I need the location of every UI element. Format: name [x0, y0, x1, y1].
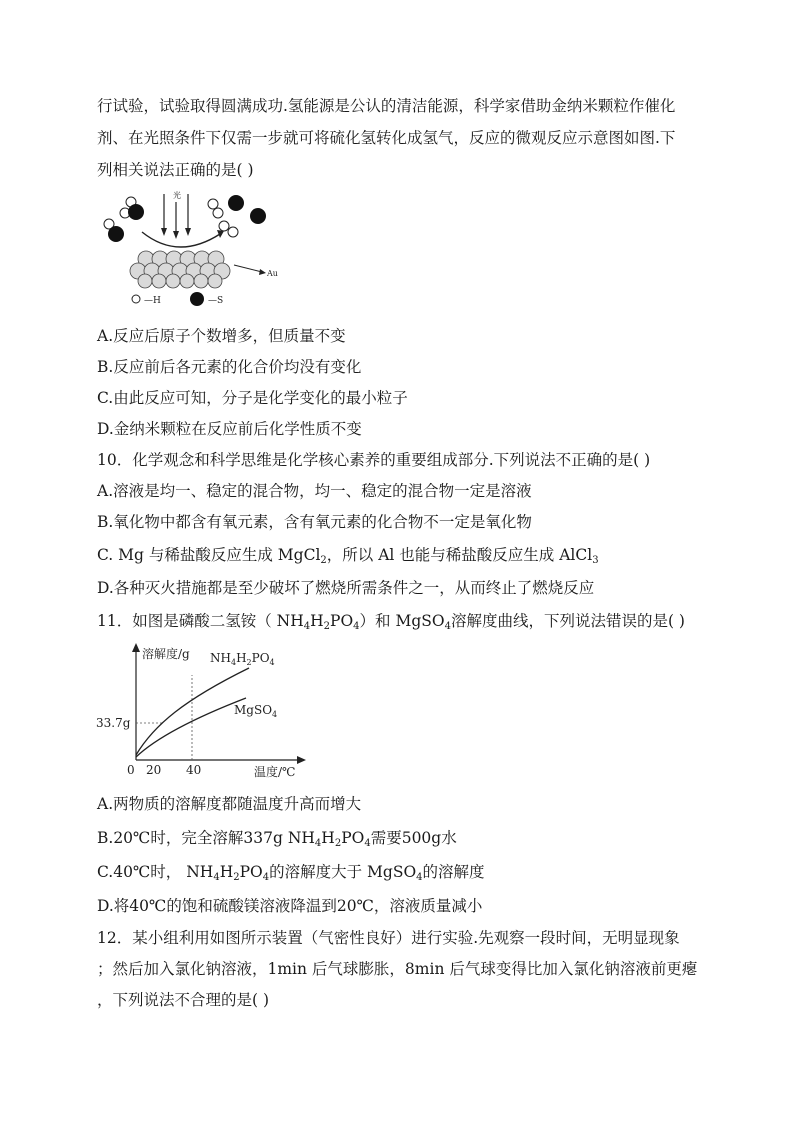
q11-option-c-part5: 的溶解度 — [422, 863, 485, 881]
q11-option-b-part2: H — [321, 829, 335, 847]
y-tick-33-7: 33.7g — [96, 716, 131, 730]
q9-option-d: D.金纳米颗粒在反应前后化学性质不变 — [97, 420, 362, 438]
q11-option-b-sub-b: 2 — [334, 838, 342, 849]
q11-option-c-part2: H — [219, 863, 234, 881]
q10-option-c-sub1: 2 — [320, 555, 327, 566]
q9-stem-line-1: 行试验，试验取得圆满成功.氢能源是公认的清洁能源，科学家借助金纳米颗粒作催化 — [97, 97, 676, 115]
au-label: Au — [267, 269, 278, 278]
curve-nh4h2po4 — [136, 668, 249, 755]
legend-h: —H — [144, 296, 161, 306]
q11-option-c-sub-d: 4 — [416, 872, 423, 883]
q11-stem-sub-c: 4 — [353, 621, 360, 632]
q12-stem-line-2: ；然后加入氯化钠溶液，1min 后气球膨胀，8min 后气球变得比加入氯化钠溶液前更瘪 — [97, 960, 698, 978]
q11-option-b-part3: PO — [341, 829, 365, 847]
series-label-nh4h2po4: $NH_4H_2PO_4$ — [210, 651, 275, 667]
q10-option-c-sub2: 3 — [592, 555, 599, 566]
q11-stem-part2: H — [310, 612, 324, 630]
q10-option-b: B.氧化物中都含有氧元素，含有氧元素的化合物不一定是氧化物 — [97, 513, 532, 531]
q11-stem-sub-d: 4 — [444, 621, 451, 632]
q9-option-b: B.反应前后各元素的化合价均没有变化 — [97, 358, 362, 376]
light-label: 光 — [173, 191, 181, 200]
x-axis-label: 温度/℃ — [254, 765, 296, 779]
q11-option-c-part1: C.40℃时， NH — [97, 863, 214, 881]
y-axis-label: 溶解度/g — [142, 647, 190, 661]
x-tick-0: 0 — [127, 763, 135, 777]
q11-option-c-sub-a: 4 — [213, 872, 220, 883]
series-label-mgso4: MgSO$_4$ — [234, 703, 278, 719]
q9-option-a: A.反应后原子个数增多，但质量不变 — [97, 327, 346, 345]
q10-stem: 10．化学观念和科学思维是化学核心素养的重要组成部分.下列说法不正确的是( ) — [97, 451, 651, 469]
q11-stem-sub-a: 4 — [303, 621, 311, 632]
q11-stem — [97, 611, 704, 631]
q11-solubility-chart — [94, 640, 314, 784]
q11-stem-part4: ）和 MgSO — [359, 612, 445, 630]
q10-option-c-part1: C. Mg 与稀盐酸反应生成 MgCl — [97, 546, 321, 564]
legend-s: —S — [208, 296, 224, 306]
q9-stem-line-3: 列相关说法正确的是( ) — [97, 161, 254, 179]
q10-option-d: D.各种灭火措施都是至少破坏了燃烧所需条件之一，从而终止了燃烧反应 — [97, 579, 595, 597]
q10-option-c-part2: ，所以 Al 也能与稀盐酸反应生成 AlCl — [326, 546, 593, 564]
q12-stem-line-3: ，下列说法不合理的是( ) — [97, 991, 270, 1009]
q9-stem-line-2: 剂、在光照条件下仅需一步就可将硫化氢转化成氢气，反应的微观反应示意图如图.下 — [97, 129, 676, 147]
q11-option-b-sub-a: 4 — [314, 838, 322, 849]
q11-option-c-sub-b: 2 — [233, 872, 240, 883]
q11-option-c-part3: PO — [239, 863, 263, 881]
x-tick-20: 20 — [146, 763, 162, 777]
q11-option-b — [97, 828, 704, 848]
q11-stem-part1: 11．如图是磷酸二氢铵（ NH — [97, 612, 304, 630]
q11-stem-part3: PO — [330, 612, 354, 630]
q9-reaction-diagram — [98, 186, 298, 310]
q11-option-c-sub-c: 4 — [262, 872, 270, 883]
q10-option-a: A.溶液是均一、稳定的混合物，均一、稳定的混合物一定是溶液 — [97, 482, 532, 500]
x-tick-40: 40 — [186, 763, 202, 777]
q10-option-c — [97, 545, 704, 565]
q11-stem-sub-b: 2 — [323, 621, 331, 632]
q11-option-c-part4: 的溶解度大于 MgSO — [269, 863, 417, 881]
q11-option-b-part1: B.20℃时，完全溶解337g NH — [97, 829, 315, 847]
q12-stem-line-1: 12．某小组利用如图所示装置（气密性良好）进行实验.先观察一段时间，无明显现象 — [97, 929, 680, 947]
q11-option-b-part4: 需要500g水 — [370, 829, 457, 847]
q9-option-c: C.由此反应可知，分子是化学变化的最小粒子 — [97, 389, 408, 407]
q11-option-a: A.两物质的溶解度都随温度升高而增大 — [97, 795, 362, 813]
q11-option-d: D.将40℃的饱和硫酸镁溶液降温到20℃，溶液质量减小 — [97, 897, 483, 915]
q11-stem-part5: 溶解度曲线，下列说法错误的是( ) — [450, 612, 685, 630]
q11-option-c — [97, 862, 704, 882]
curve-mgso4 — [136, 698, 246, 757]
q11-option-b-sub-c: 4 — [364, 838, 371, 849]
